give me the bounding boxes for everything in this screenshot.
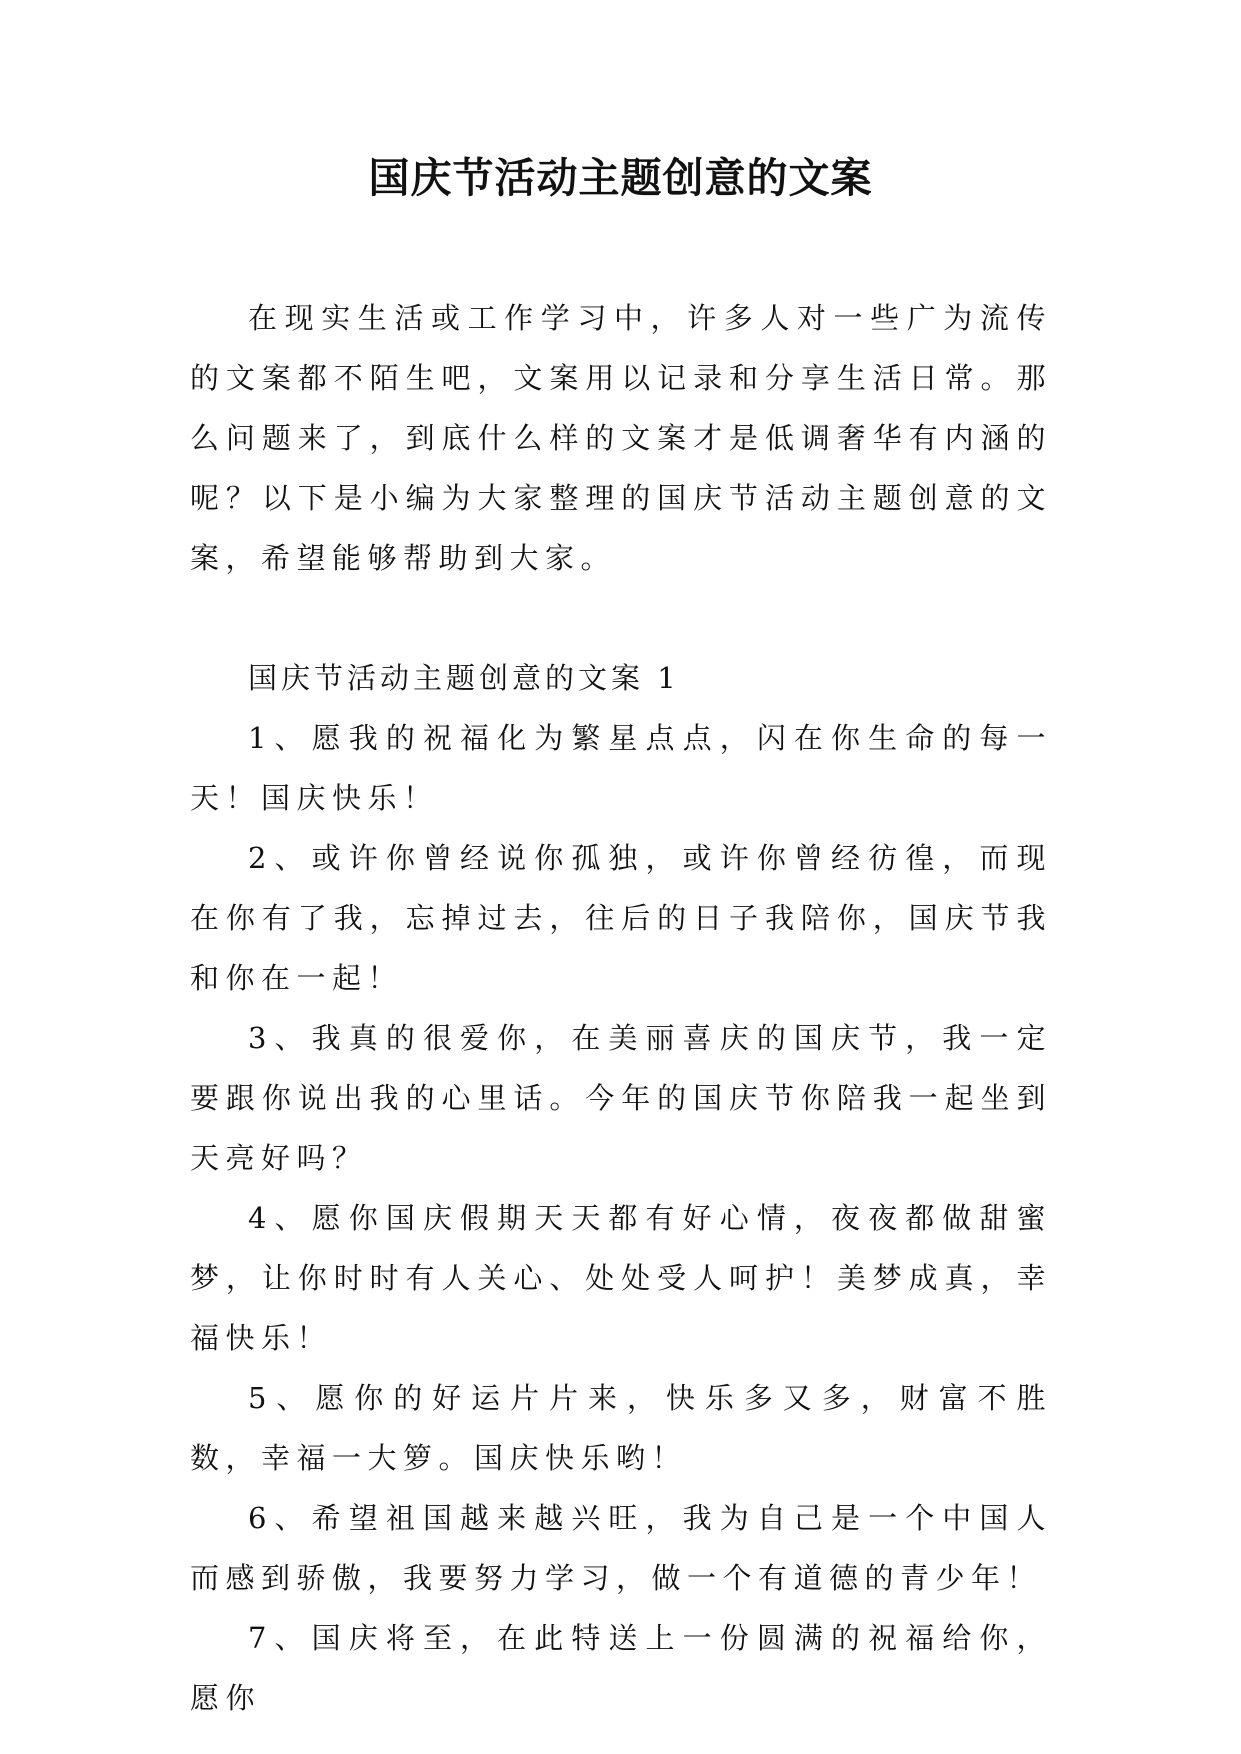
list-item: 3、我真的很爱你，在美丽喜庆的国庆节，我一定要跟你说出我的心里话。今年的国庆节你陪我一起坐到天亮好吗？	[190, 1021, 1052, 1175]
document-body	[190, 288, 1052, 1728]
list-item: 2、或许你曾经说你孤独，或许你曾经彷徨，而现在你有了我，忘掉过去，往后的日子我陪你，国庆节我和你在一起！	[190, 841, 1052, 995]
list-item: 4、愿你国庆假期天天都有好心情，夜夜都做甜蜜梦，让你时时有人关心、处处受人呵护！美梦成真，幸福快乐！	[190, 1201, 1052, 1355]
list-item: 6、希望祖国越来越兴旺，我为自己是一个中国人而感到骄傲，我要努力学习，做一个有道德的青少年！	[190, 1501, 1052, 1595]
list-item: 1、愿我的祝福化为繁星点点，闪在你生命的每一天！国庆快乐！	[190, 721, 1052, 815]
section-heading: 国庆节活动主题创意的文案 1	[248, 661, 680, 695]
document-title: 国庆节活动主题创意的文案	[368, 154, 873, 202]
list-item: 5、愿你的好运片片来，快乐多又多，财富不胜数，幸福一大箩。国庆快乐哟！	[190, 1381, 1052, 1475]
intro-paragraph: 在现实生活或工作学习中，许多人对一些广为流传的文案都不陌生吧，文案用以记录和分享生活日常。那么问题来了，到底什么样的文案才是低调奢华有内涵的呢？以下是小编为大家整理的国庆节活动主题创意的文案，希望能够帮助到大家。	[190, 301, 1052, 575]
list-item: 7、国庆将至，在此特送上一份圆满的祝福给你，愿你	[190, 1621, 1052, 1715]
